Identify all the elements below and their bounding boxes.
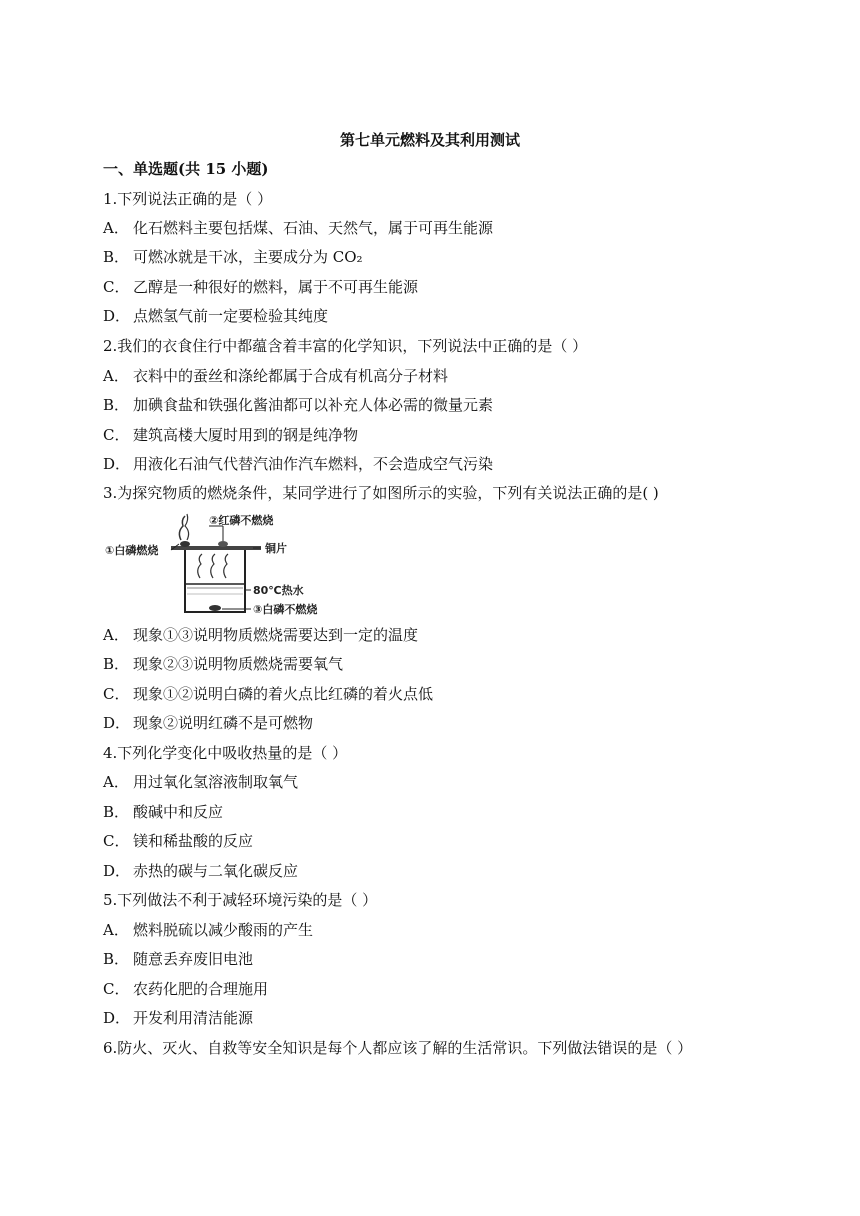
option-text: 开发利用清洁能源 <box>133 1009 254 1027</box>
steam <box>224 554 228 578</box>
option-letter: A． <box>103 219 129 237</box>
question-4-option-d <box>103 860 298 882</box>
white-phosphorus-top <box>180 541 190 547</box>
question-3-stem: 3.为探究物质的燃烧条件，某同学进行了如图所示的实验，下列有关说法正确的是( ) <box>103 484 659 502</box>
question-5-option-a <box>103 919 313 941</box>
option-letter: A． <box>103 921 129 939</box>
question-3-option-b <box>103 653 343 675</box>
question-1-option-d <box>103 305 328 327</box>
question-2-option-a <box>103 365 448 387</box>
question-1-stem: 1.下列说法正确的是（ ） <box>103 190 273 208</box>
question-4-option-a <box>103 771 298 793</box>
option-letter: B． <box>103 803 130 821</box>
option-letter: D． <box>103 455 131 473</box>
option-letter: C． <box>103 426 130 444</box>
option-text: 现象①③说明物质燃烧需要达到一定的温度 <box>133 626 419 644</box>
question-1-option-c <box>103 276 418 298</box>
label-white-not-burn: ③白磷不燃烧 <box>253 603 318 616</box>
option-letter: B． <box>103 248 130 266</box>
option-text: 衣料中的蚕丝和涤纶都属于合成有机高分子材料 <box>133 367 449 385</box>
option-text: 化石燃料主要包括煤、石油、天然气，属于可再生能源 <box>133 219 494 237</box>
option-letter: D． <box>103 714 131 732</box>
section-heading: 一、单选题(共 15 小题) <box>103 160 269 178</box>
question-1-option-b <box>103 246 363 268</box>
label-white-burns: ①白磷燃烧 <box>105 544 159 557</box>
option-letter: D． <box>103 862 131 880</box>
steam <box>198 554 202 578</box>
question-4-option-c <box>103 830 253 852</box>
question-5-option-c <box>103 978 268 1000</box>
question-4-stem: 4.下列化学变化中吸收热量的是（ ） <box>103 744 348 762</box>
option-text: 点燃氢气前一定要检验其纯度 <box>133 307 329 325</box>
option-letter: B． <box>103 655 130 673</box>
question-5-option-d <box>103 1007 253 1029</box>
question-2-option-d <box>103 453 493 475</box>
option-letter: C． <box>103 685 130 703</box>
label-copper: 铜片 <box>265 542 287 555</box>
beaker-outline <box>185 550 245 612</box>
question-5-stem: 5.下列做法不利于减轻环境污染的是（ ） <box>103 891 378 909</box>
question-2-option-c <box>103 424 358 446</box>
option-letter: D． <box>103 307 131 325</box>
option-text: 镁和稀盐酸的反应 <box>133 832 254 850</box>
white-phosphorus-underwater <box>209 605 221 611</box>
question-6-stem: 6.防火、灭火、自救等安全知识是每个人都应该了解的生活常识。下列做法错误的是（ ） <box>103 1039 693 1057</box>
question-2-stem: 2.我们的衣食住行中都蕴含着丰富的化学知识，下列说法中正确的是（ ） <box>103 337 588 355</box>
question-1-option-a <box>103 217 493 239</box>
option-text: 随意丢弃废旧电池 <box>133 950 254 968</box>
label-hot-water: 80℃热水 <box>253 584 304 597</box>
question-3-option-d <box>103 712 313 734</box>
option-text: 加碘食盐和铁强化酱油都可以补充人体必需的微量元素 <box>133 396 494 414</box>
page-title: 第七单元燃料及其利用测试 <box>339 131 520 149</box>
option-letter: C． <box>103 980 130 998</box>
steam <box>211 554 215 578</box>
label-red-not-burn: ②红磷不燃烧 <box>209 514 274 527</box>
option-letter: C． <box>103 278 130 296</box>
option-text: 现象①②说明白磷的着火点比红磷的着火点低 <box>133 685 434 703</box>
option-text: 燃料脱硫以减少酸雨的产生 <box>133 921 314 939</box>
question-3-option-c <box>103 683 433 705</box>
experiment-diagram <box>105 512 345 618</box>
question-3-option-a <box>103 624 418 646</box>
option-text: 现象②说明红磷不是可燃物 <box>133 714 314 732</box>
question-5-option-b <box>103 948 253 970</box>
smoke <box>185 514 189 540</box>
option-letter: C． <box>103 832 130 850</box>
red-phosphorus <box>218 541 228 547</box>
option-text: 可燃冰就是干冰，主要成分为 CO₂ <box>133 248 363 266</box>
option-letter: B． <box>103 950 130 968</box>
option-text: 建筑高楼大厦时用到的钢是纯净物 <box>133 426 359 444</box>
option-letter: A． <box>103 626 129 644</box>
option-letter: D． <box>103 1009 131 1027</box>
option-letter: A． <box>103 773 129 791</box>
option-text: 现象②③说明物质燃烧需要氧气 <box>133 655 344 673</box>
option-text: 用液化石油气代替汽油作汽车燃料，不会造成空气污染 <box>133 455 494 473</box>
option-text: 用过氧化氢溶液制取氧气 <box>133 773 299 791</box>
option-text: 酸碱中和反应 <box>133 803 224 821</box>
question-2-option-b <box>103 394 493 416</box>
option-text: 乙醇是一种很好的燃料，属于不可再生能源 <box>133 278 419 296</box>
combustion-experiment-figure <box>105 512 345 618</box>
option-letter: A． <box>103 367 129 385</box>
option-text: 农药化肥的合理施用 <box>133 980 269 998</box>
question-4-option-b <box>103 801 223 823</box>
option-text: 赤热的碳与二氧化碳反应 <box>133 862 299 880</box>
option-letter: B． <box>103 396 130 414</box>
smoke <box>179 516 185 540</box>
